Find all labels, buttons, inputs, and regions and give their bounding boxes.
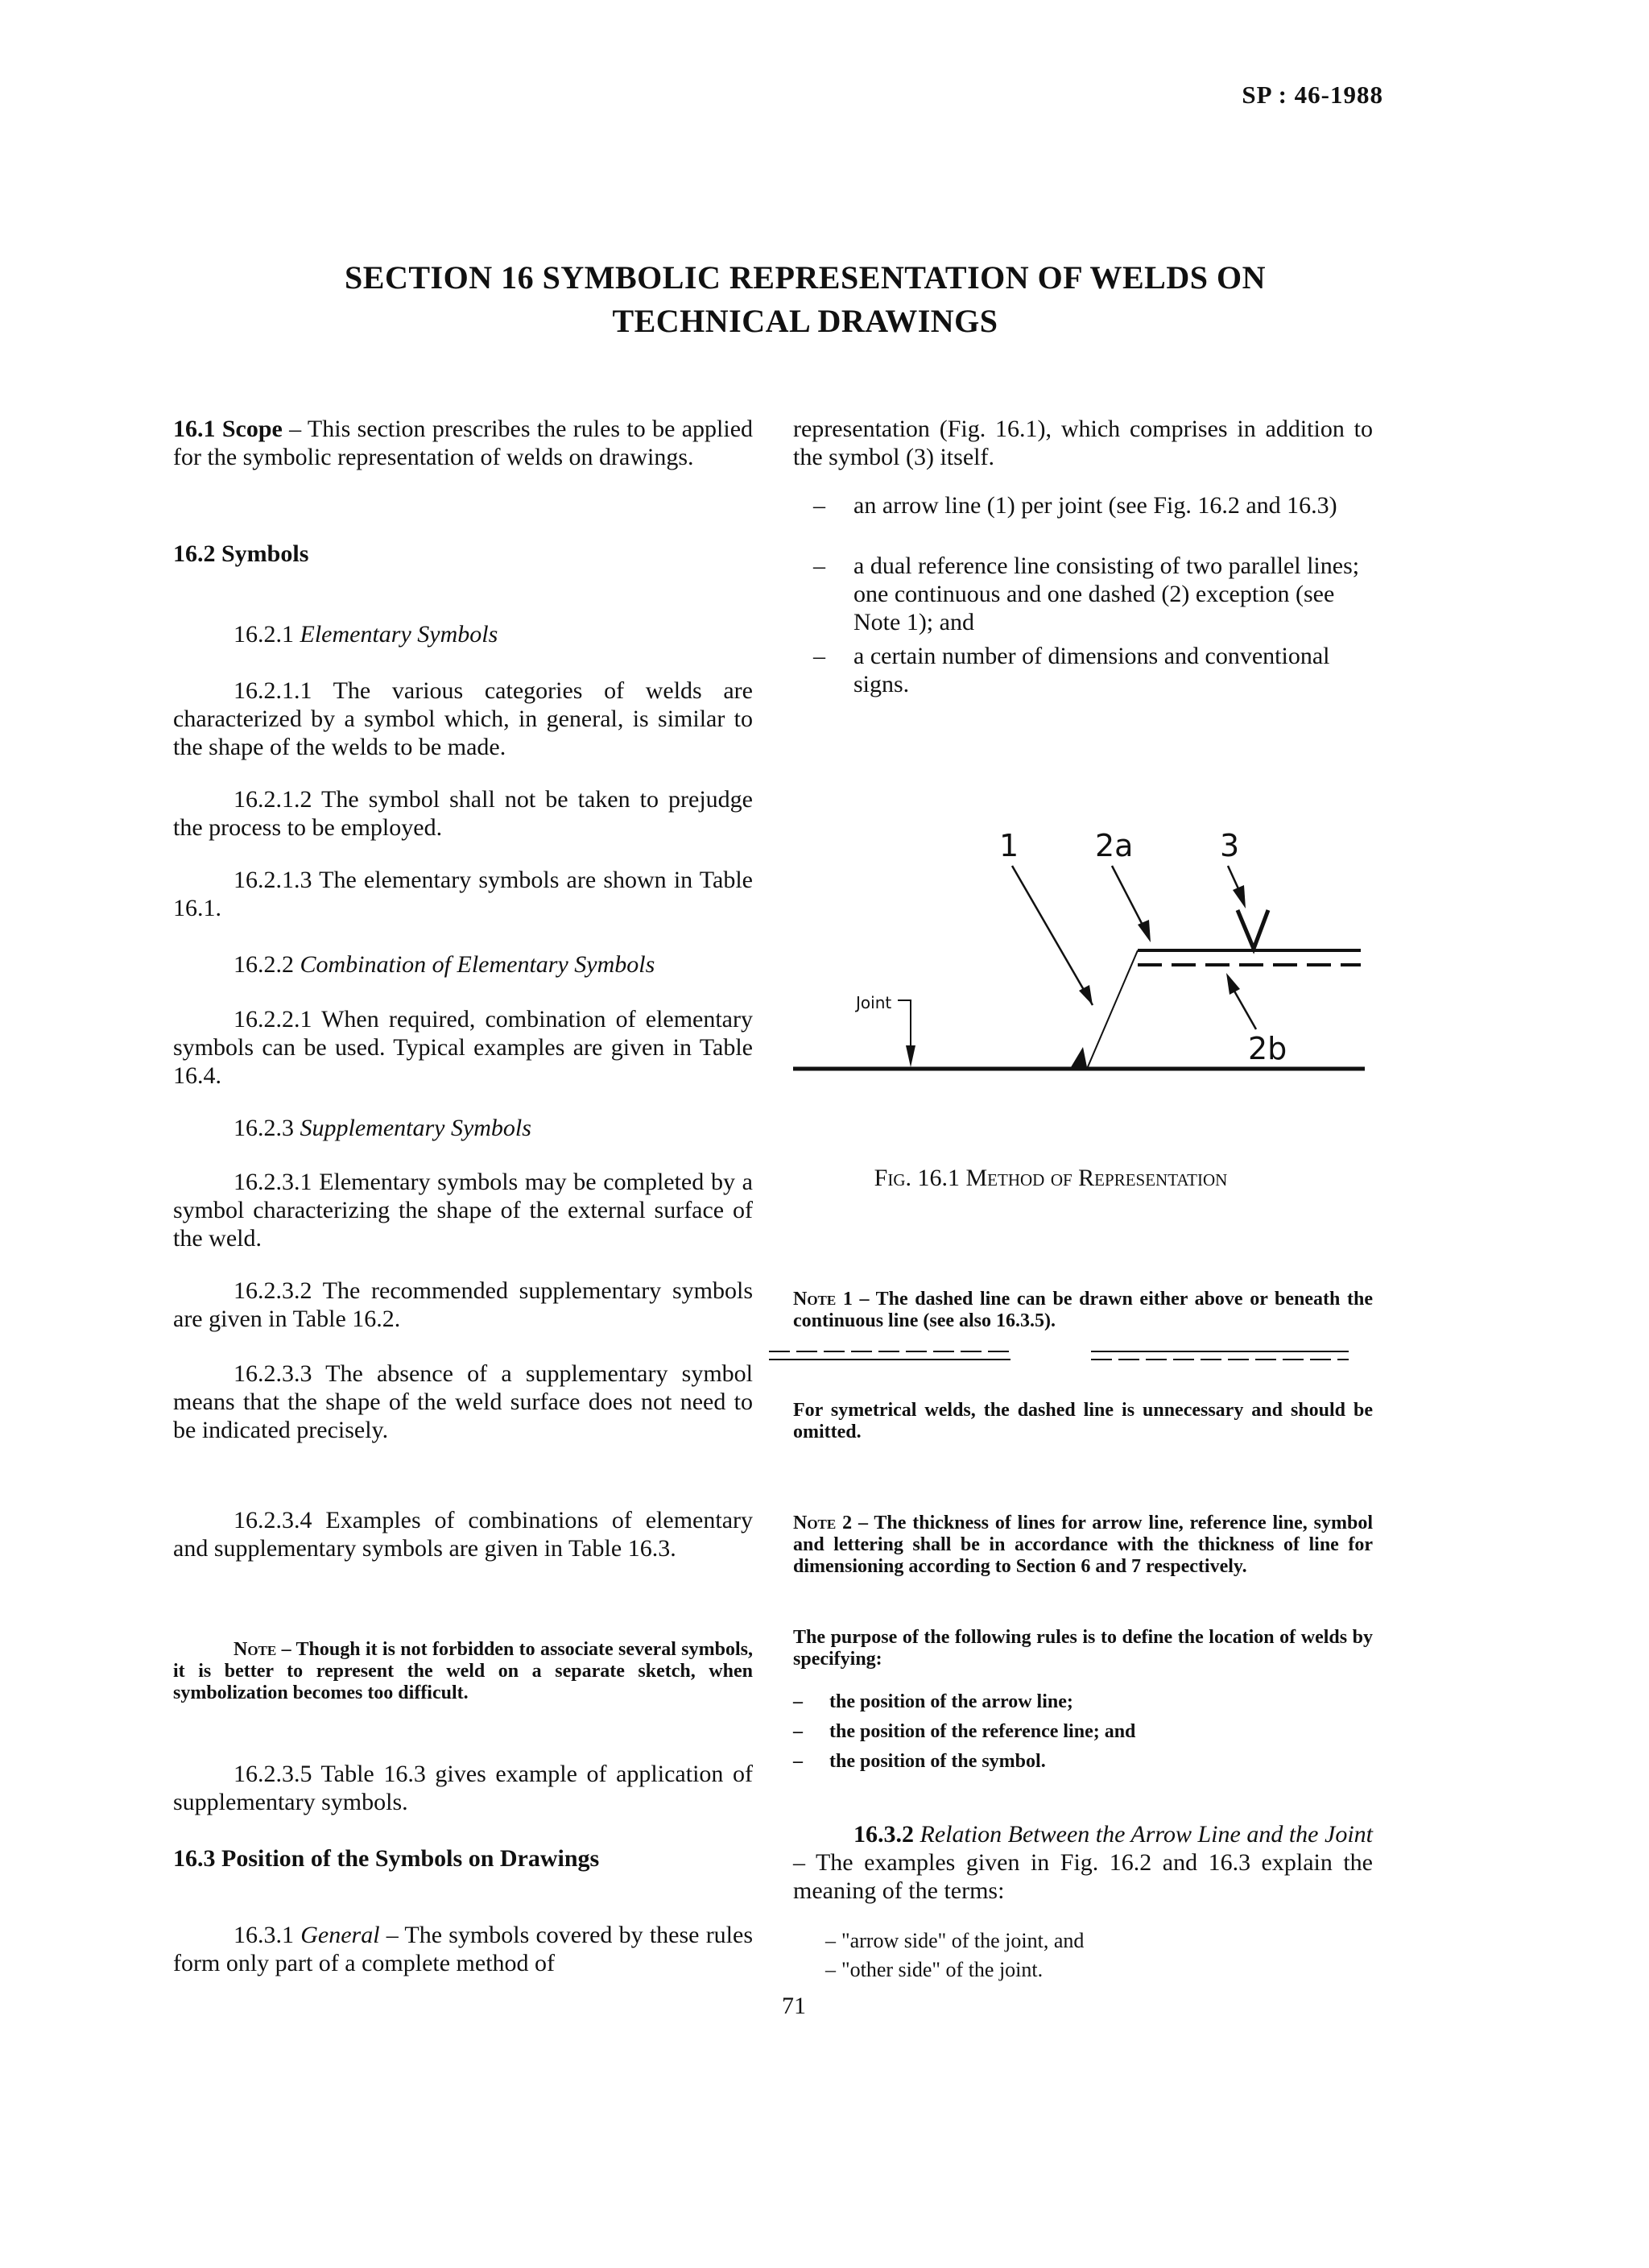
heading-16-2: 16.2 Symbols — [173, 540, 309, 567]
purpose-text: The purpose of the following rules is to define the location of welds by specifying: — [793, 1627, 1373, 1670]
label-1: 1 — [999, 828, 1019, 863]
section-title — [242, 256, 1369, 343]
reference-connector — [1087, 950, 1138, 1069]
arrow-head-2a — [1138, 920, 1151, 942]
label-2b: 2b — [1248, 1031, 1287, 1066]
figure-caption: Fig. 16.1 Method of Representation — [874, 1165, 1228, 1191]
note-1: Note 1 – The dashed line can be drawn either above or beneath the continuous line (see also 16.3.5). — [793, 1289, 1373, 1331]
para-continued: representation (Fig. 16.1), which comprises in addition to the symbol (3) itself. — [793, 416, 1373, 470]
para-16-1: 16.1 Scope – This section prescribes the rules to be applied for the symbolic representation of welds on drawings. — [173, 416, 754, 470]
arrow-head-1 — [1079, 985, 1093, 1005]
weld-mark — [1071, 1047, 1087, 1067]
para-16-2-3-2: 16.2.3.2 The recommended supplementary symbols are given in Table 16.2. — [173, 1277, 753, 1332]
rule-item: – the position of the reference line; and — [793, 1721, 1136, 1742]
weld-symbol — [1238, 910, 1268, 949]
note-separator-lines — [769, 1345, 1373, 1369]
note-left: Note – Though it is not forbidden to associate several symbols, it is better to represent the weld on a separate sketch, when symbolization becomes too difficult. — [173, 1639, 753, 1703]
arrow-head-2b — [1226, 973, 1240, 995]
para-16-2-3-3: 16.2.3.3 The absence of a supplementary symbol means that the shape of the weld surface does not need to be indicated precisely. — [173, 1360, 753, 1443]
label-joint: Joint — [856, 993, 892, 1012]
para-16-2-3-4: 16.2.3.4 Examples of combinations of elementary and supplementary symbols are given in Table 16.3. — [173, 1507, 753, 1562]
para-16-2-1-1: 16.2.1.1 The various categories of welds are characterized by a symbol which, in general, is similar to the shape of the welds to be made. — [173, 677, 753, 760]
para-16-2-3-5: 16.2.3.5 Table 16.3 gives example of application of supplementary symbols. — [173, 1761, 753, 1815]
rule-item: – the position of the symbol. — [793, 1751, 1046, 1772]
para-16-2-2-1: 16.2.2.1 When required, combination of elementary symbols can be used. Typical examples are given in Table 16.4. — [173, 1006, 753, 1089]
heading-16-3: 16.3 Position of the Symbols on Drawings — [173, 1845, 600, 1872]
section-title-line2: TECHNICAL DRAWINGS — [612, 303, 998, 339]
figure-16-1 — [793, 789, 1373, 1111]
arrow-head-3 — [1233, 885, 1246, 908]
section-title-line1: SECTION 16 SYMBOLIC REPRESENTATION OF WELDS ON — [345, 259, 1266, 296]
para-16-2-1-2: 16.2.1.2 The symbol shall not be taken to prejudge the process to be employed. — [173, 786, 753, 841]
rule-item: – the position of the arrow line; — [793, 1691, 1073, 1712]
label-2a: 2a — [1095, 828, 1134, 863]
para-16-3-2: 16.3.2 Relation Between the Arrow Line and the Joint – The examples given in Fig. 16.2 and 16.3 explain the meaning of the terms: — [793, 1821, 1373, 1904]
para-16-2-3-1: 16.2.3.1 Elementary symbols may be completed by a symbol characterizing the shape of the external surface of the weld. — [173, 1169, 753, 1252]
note-1-symmetrical: For symetrical welds, the dashed line is unnecessary and should be omitted. — [793, 1400, 1373, 1442]
label-3: 3 — [1220, 828, 1240, 863]
para-16-2-1-3: 16.2.1.3 The elementary symbols are shown in Table 16.1. — [173, 867, 753, 921]
heading-16-2-2: 16.2.2 Combination of Elementary Symbols — [234, 951, 655, 978]
list-item: – a dual reference line consisting of two parallel lines; one continuous and one dashed (2) exception (see Note 1); and — [813, 553, 1360, 635]
term-item: – "arrow side" of the joint, and — [825, 1929, 1085, 1952]
heading-16-2-1: 16.2.1 Elementary Symbols — [234, 621, 498, 648]
heading-16-2-3: 16.2.3 Supplementary Symbols — [234, 1115, 531, 1141]
arrow-line-1 — [1012, 866, 1093, 1005]
term-item: – "other side" of the joint. — [825, 1958, 1044, 1981]
document-code: SP : 46-1988 — [1242, 81, 1383, 109]
joint-arrow-head — [906, 1045, 915, 1067]
note-2: Note 2 – The thickness of lines for arrow line, reference line, symbol and lettering shall be in accordance with the thickness of line for dimensioning according to Section 6 and 7 respectively. — [793, 1513, 1374, 1577]
para-16-3-1: 16.3.1 General – The symbols covered by these rules form only part of a complete method of — [173, 1922, 754, 1976]
list-item: – an arrow line (1) per joint (see Fig. 16.2 and 16.3) — [813, 492, 1337, 519]
list-item: – a certain number of dimensions and conventional signs. — [813, 643, 1330, 697]
page-number: 71 — [782, 1993, 806, 2019]
